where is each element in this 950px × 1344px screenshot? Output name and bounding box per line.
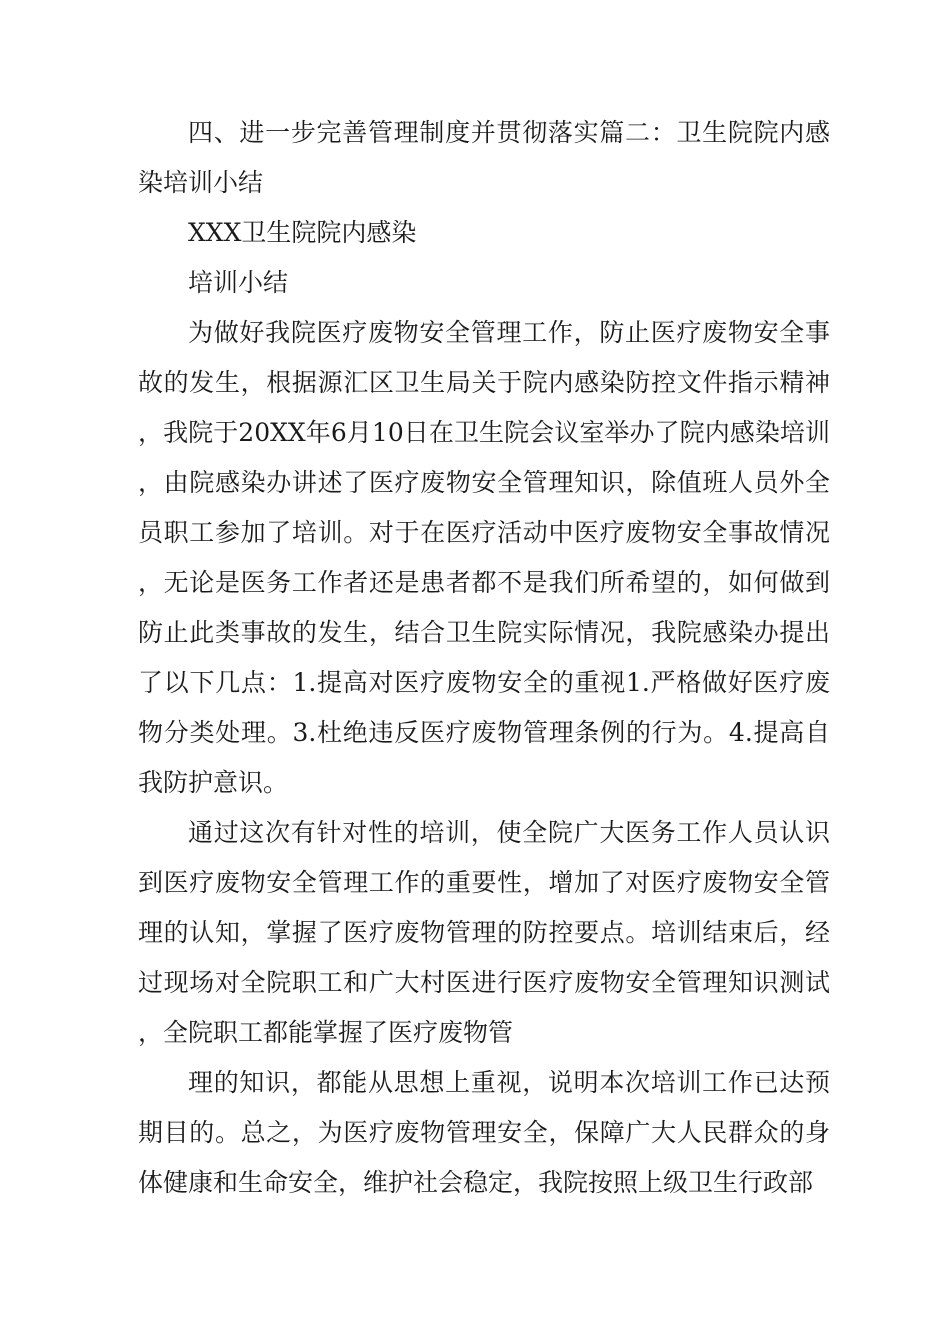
document-body: [138, 108, 830, 1208]
body-paragraph-1: 为做好我院医疗废物安全管理工作，防止医疗废物安全事故的发生，根据源汇区卫生局关于院内感染防控文件指示精神，我院于20XX年6月10日在卫生院会议室举办了院内感染培训，由院感染办讲述了医疗废物安全管理知识，除值班人员外全员职工参加了培训。对于在医疗活动中医疗废物安全事故情况，无论是医务工作者还是患者都不是我们所希望的，如何做到防止此类事故的发生，结合卫生院实际情况，我院感染办提出了以下几点：1.提高对医疗废物安全的重视1.严格做好医疗废物分类处理。3.杜绝违反医疗废物管理条例的行为。4.提高自我防护意识。: [138, 318, 830, 797]
title-line: XXX卫生院院内感染: [188, 218, 417, 247]
body-paragraph-3: 理的知识，都能从思想上重视，说明本次培训工作已达预期目的。总之，为医疗废物管理安全，保障广大人民群众的身体健康和生命安全，维护社会稳定，我院按照上级卫生行政部: [138, 1068, 830, 1197]
heading-paragraph: 四、进一步完善管理制度并贯彻落实篇二：卫生院院内感染培训小结: [138, 118, 830, 197]
body-paragraph-2: 通过这次有针对性的培训，使全院广大医务工作人员认识到医疗废物安全管理工作的重要性，增加了对医疗废物安全管理的认知，掌握了医疗废物管理的防控要点。培训结束后，经过现场对全院职工和广大村医进行医疗废物安全管理知识测试，全院职工都能掌握了医疗废物管: [138, 818, 830, 1047]
subtitle-line: 培训小结: [188, 268, 289, 297]
